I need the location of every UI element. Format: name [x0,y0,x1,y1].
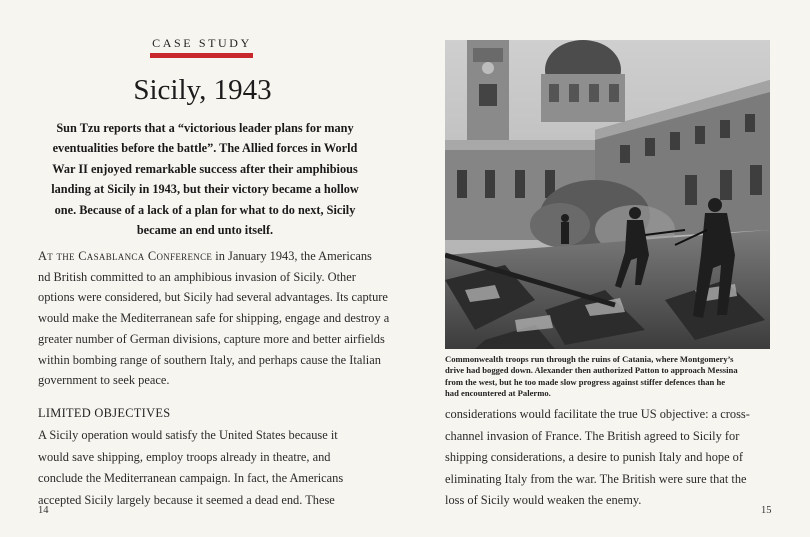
lede-line: eventualities before the battle”. The Allied forces in World [52,141,358,156]
photo-caption [445,354,775,399]
body-line [38,246,378,267]
subheading: LIMITED OBJECTIVES [38,406,171,420]
caption-line: from the west, but he too made slow progress against stiffer defences than he [445,376,726,387]
body-paragraph-2 [38,425,383,511]
body-line: would save shipping, employ troops already in theatre, and [38,449,331,464]
body-line: options were considered, but Sicily had several advantages. Its capture [38,290,388,305]
body-line: loss of Sicily would weaken the enemy. [445,493,642,507]
photo-illustration [445,40,770,349]
lede-line: Sun Tzu reports that a “victorious leader plans for many [56,121,354,135]
section-kicker: CASE STUDY [152,36,252,50]
body-line: conclude the Mediterranean campaign. In fact, the Americans [38,471,344,485]
body-line: eliminating Italy from the war. The British were sure that the [445,471,747,486]
body-line: within bombing range of southern Italy, and perhaps cause the Italian [38,352,381,367]
body-paragraph-1 [38,246,390,391]
kicker-red-rule [150,53,253,58]
body-line: channel invasion of France. The British agreed to Sicily for [445,428,740,443]
body-line: shipping considerations, a desire to punish Italy and hope of [445,450,744,464]
page-title: Sicily, 1943 [133,74,272,106]
lede-paragraph [40,118,370,240]
body-line: government to seek peace. [38,373,170,388]
lede-line: War II enjoyed remarkable success after their amphibious [52,161,358,176]
caption-line: drive had bogged down. Alexander then authorized Patton to approach Messina [445,365,738,376]
body-line: accepted Sicily largely because it seemed a dead end. These [38,492,335,507]
page-number: 15 [761,505,772,516]
lede-line: became an end unto itself. [136,223,274,238]
body-line: would make the Mediterranean safe for shipping, engage and destroy a [38,311,390,326]
war-ruins-photo [445,40,770,349]
lede-line: one. Because of a lack of a plan for what to do next, Sicily [54,202,356,217]
body-line-text: in January 1943, the Americans [212,249,372,263]
body-line: considerations would facilitate the true US objective: a cross- [445,407,750,421]
body-paragraph-3 [445,404,790,512]
caption-line: Commonwealth troops run through the ruins of Catania, where Montgomery’s [445,354,734,364]
lede-line: landing at Sicily in 1943, but their victory became a hollow [51,182,359,197]
right-page [405,0,810,537]
body-line: greater number of German divisions, capture more and better airfields [38,331,385,346]
page-number: 14 [38,505,49,516]
caption-line: had encountered at Palermo. [445,387,551,398]
smallcaps-lead-in: At the Casablanca Conference [38,249,213,263]
body-line: nd British committed to an amphibious invasion of Sicily. Other [38,269,356,284]
body-line: A Sicily operation would satisfy the United States because it [38,428,338,442]
